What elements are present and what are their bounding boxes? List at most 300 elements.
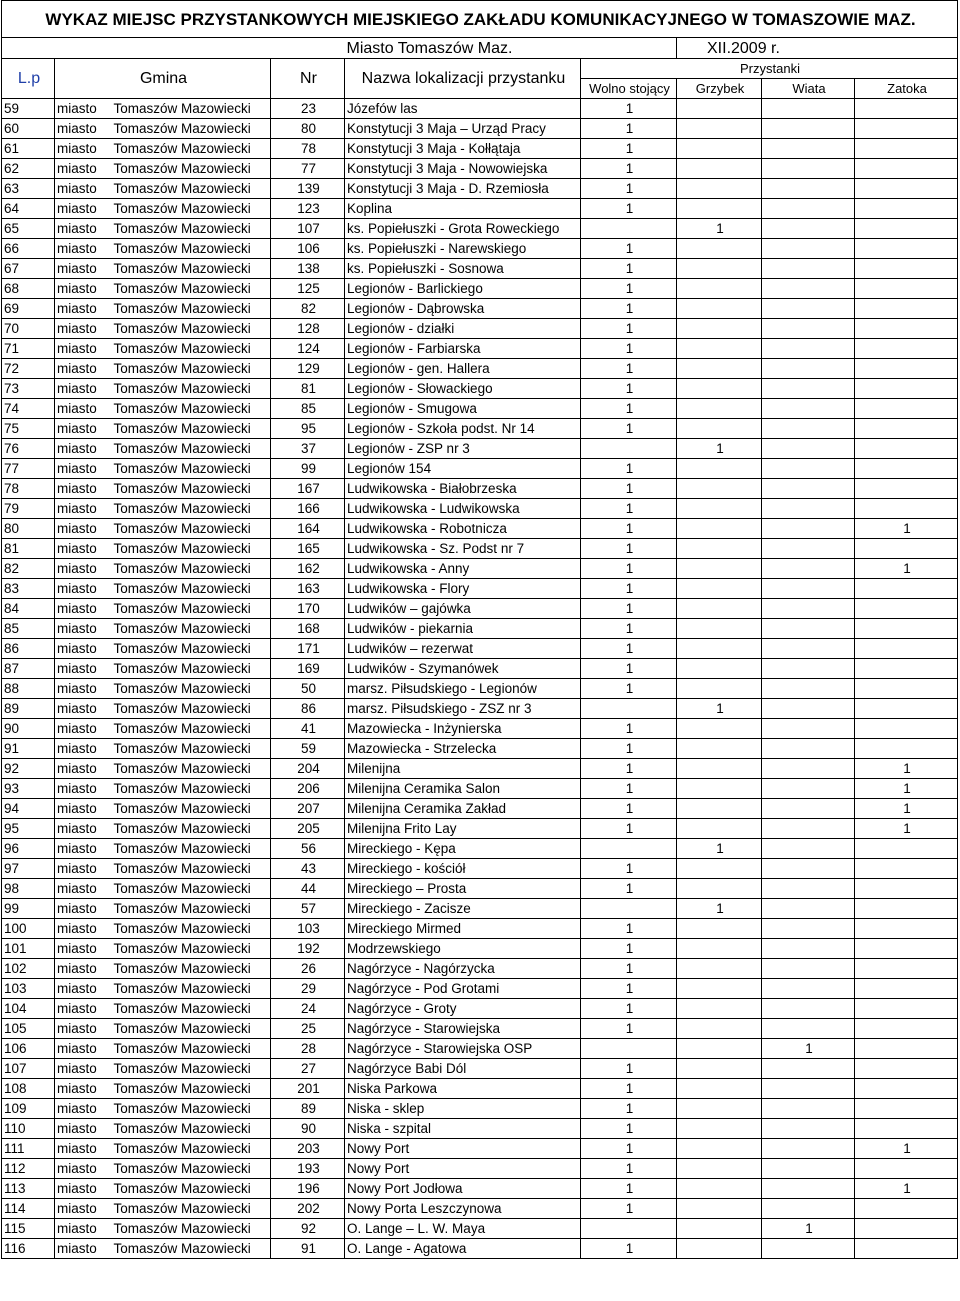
city-label: Miasto Tomaszów Maz.	[345, 38, 677, 59]
row-gmina-type: miasto	[55, 819, 112, 839]
row-lp: 69	[2, 299, 55, 319]
col-zatoka-header: Zatoka	[855, 79, 958, 99]
row-wiata	[762, 999, 855, 1019]
col-nr-header: Nr	[271, 59, 345, 99]
row-gmina-type: miasto	[55, 499, 112, 519]
row-stop-name: Ludwików - piekarnia	[345, 619, 581, 639]
table-row	[2, 239, 958, 259]
row-wiata	[762, 279, 855, 299]
row-zatoka: 1	[855, 1139, 958, 1159]
row-nr: 170	[271, 599, 345, 619]
row-nr: 171	[271, 639, 345, 659]
row-gmina-type: miasto	[55, 399, 112, 419]
row-gmina-type: miasto	[55, 859, 112, 879]
table-row	[2, 659, 958, 679]
row-zatoka: 1	[855, 759, 958, 779]
row-wiata	[762, 1179, 855, 1199]
row-stop-name: Koplina	[345, 199, 581, 219]
row-gmina-name: Tomaszów Mazowiecki	[112, 379, 271, 399]
row-zatoka	[855, 919, 958, 939]
row-nr: 139	[271, 179, 345, 199]
row-gmina-name: Tomaszów Mazowiecki	[112, 919, 271, 939]
row-zatoka	[855, 1239, 958, 1259]
row-stop-name: Mireckiego - Zacisze	[345, 899, 581, 919]
row-grzybek	[677, 1159, 762, 1179]
row-stop-name: Józefów las	[345, 99, 581, 119]
row-nr: 92	[271, 1219, 345, 1239]
row-grzybek	[677, 119, 762, 139]
row-gmina-name: Tomaszów Mazowiecki	[112, 939, 271, 959]
row-zatoka	[855, 199, 958, 219]
row-gmina-name: Tomaszów Mazowiecki	[112, 679, 271, 699]
row-nr: 37	[271, 439, 345, 459]
row-nr: 77	[271, 159, 345, 179]
row-stop-name: Konstytucji 3 Maja - D. Rzemiosła	[345, 179, 581, 199]
row-stop-name: Legionów - Farbiarska	[345, 339, 581, 359]
table-row	[2, 519, 958, 539]
col-gmina-header: Gmina	[55, 59, 271, 99]
row-wiata	[762, 879, 855, 899]
row-gmina-type: miasto	[55, 339, 112, 359]
row-grzybek	[677, 279, 762, 299]
row-nr: 25	[271, 1019, 345, 1039]
row-lp: 85	[2, 619, 55, 639]
row-zatoka	[855, 299, 958, 319]
row-nr: 24	[271, 999, 345, 1019]
row-nr: 106	[271, 239, 345, 259]
row-gmina-type: miasto	[55, 1039, 112, 1059]
row-nr: 103	[271, 919, 345, 939]
row-zatoka	[855, 159, 958, 179]
row-gmina-type: miasto	[55, 239, 112, 259]
row-nr: 124	[271, 339, 345, 359]
row-grzybek	[677, 1219, 762, 1239]
row-gmina-type: miasto	[55, 419, 112, 439]
row-wiata	[762, 899, 855, 919]
row-gmina-name: Tomaszów Mazowiecki	[112, 139, 271, 159]
table-row	[2, 699, 958, 719]
col-wiata-header: Wiata	[762, 79, 855, 99]
row-nr: 50	[271, 679, 345, 699]
row-grzybek	[677, 939, 762, 959]
row-stop-name: Konstytucji 3 Maja – Urząd Pracy	[345, 119, 581, 139]
row-zatoka	[855, 1079, 958, 1099]
row-gmina-type: miasto	[55, 1119, 112, 1139]
row-lp: 86	[2, 639, 55, 659]
row-gmina-type: miasto	[55, 579, 112, 599]
row-gmina-type: miasto	[55, 319, 112, 339]
table-row	[2, 939, 958, 959]
row-nr: 196	[271, 1179, 345, 1199]
row-gmina-name: Tomaszów Mazowiecki	[112, 299, 271, 319]
row-stop-name: Milenijna Frito Lay	[345, 819, 581, 839]
row-grzybek	[677, 979, 762, 999]
table-row	[2, 559, 958, 579]
row-grzybek	[677, 199, 762, 219]
row-gmina-name: Tomaszów Mazowiecki	[112, 659, 271, 679]
row-wolno	[581, 1219, 677, 1239]
row-zatoka	[855, 239, 958, 259]
table-row	[2, 819, 958, 839]
row-grzybek	[677, 719, 762, 739]
row-wiata	[762, 319, 855, 339]
row-lp: 59	[2, 99, 55, 119]
row-wiata	[762, 519, 855, 539]
row-wolno: 1	[581, 139, 677, 159]
row-nr: 23	[271, 99, 345, 119]
row-gmina-type: miasto	[55, 799, 112, 819]
row-wolno	[581, 219, 677, 239]
row-zatoka	[855, 539, 958, 559]
row-gmina-name: Tomaszów Mazowiecki	[112, 599, 271, 619]
stops-sheet	[1, 0, 959, 1259]
row-gmina-name: Tomaszów Mazowiecki	[112, 739, 271, 759]
row-lp: 113	[2, 1179, 55, 1199]
row-gmina-name: Tomaszów Mazowiecki	[112, 499, 271, 519]
col-nazwa-header: Nazwa lokalizacji przystanku	[345, 59, 581, 99]
row-wolno: 1	[581, 919, 677, 939]
table-row	[2, 599, 958, 619]
table-row	[2, 399, 958, 419]
row-nr: 162	[271, 559, 345, 579]
table-row	[2, 299, 958, 319]
row-stop-name: ks. Popiełuszki - Sosnowa	[345, 259, 581, 279]
row-grzybek	[677, 1039, 762, 1059]
row-gmina-name: Tomaszów Mazowiecki	[112, 559, 271, 579]
table-row	[2, 259, 958, 279]
row-nr: 28	[271, 1039, 345, 1059]
row-zatoka	[855, 359, 958, 379]
row-gmina-name: Tomaszów Mazowiecki	[112, 1019, 271, 1039]
row-grzybek	[677, 339, 762, 359]
table-row	[2, 739, 958, 759]
row-nr: 90	[271, 1119, 345, 1139]
row-zatoka	[855, 499, 958, 519]
row-gmina-type: miasto	[55, 479, 112, 499]
row-nr: 59	[271, 739, 345, 759]
row-wolno: 1	[581, 99, 677, 119]
row-stop-name: Niska - sklep	[345, 1099, 581, 1119]
row-wolno: 1	[581, 659, 677, 679]
row-wiata	[762, 759, 855, 779]
row-gmina-type: miasto	[55, 919, 112, 939]
row-wolno: 1	[581, 199, 677, 219]
row-gmina-type: miasto	[55, 939, 112, 959]
table-row	[2, 539, 958, 559]
row-gmina-type: miasto	[55, 1179, 112, 1199]
row-lp: 72	[2, 359, 55, 379]
row-wolno: 1	[581, 419, 677, 439]
row-grzybek	[677, 99, 762, 119]
row-gmina-name: Tomaszów Mazowiecki	[112, 399, 271, 419]
row-wiata	[762, 1099, 855, 1119]
row-lp: 74	[2, 399, 55, 419]
row-zatoka	[855, 179, 958, 199]
row-nr: 99	[271, 459, 345, 479]
row-wolno: 1	[581, 1119, 677, 1139]
row-zatoka	[855, 959, 958, 979]
row-stop-name: Nagórzyce - Groty	[345, 999, 581, 1019]
row-gmina-name: Tomaszów Mazowiecki	[112, 1059, 271, 1079]
table-row	[2, 1239, 958, 1259]
row-lp: 93	[2, 779, 55, 799]
table-row	[2, 1159, 958, 1179]
row-lp: 73	[2, 379, 55, 399]
row-grzybek	[677, 659, 762, 679]
row-wiata	[762, 539, 855, 559]
row-gmina-name: Tomaszów Mazowiecki	[112, 759, 271, 779]
row-wolno: 1	[581, 879, 677, 899]
row-wiata	[762, 939, 855, 959]
row-stop-name: Legionów 154	[345, 459, 581, 479]
row-gmina-name: Tomaszów Mazowiecki	[112, 579, 271, 599]
row-wolno: 1	[581, 499, 677, 519]
row-grzybek	[677, 159, 762, 179]
row-wiata	[762, 219, 855, 239]
row-gmina-name: Tomaszów Mazowiecki	[112, 279, 271, 299]
row-zatoka	[855, 619, 958, 639]
row-gmina-name: Tomaszów Mazowiecki	[112, 419, 271, 439]
row-nr: 78	[271, 139, 345, 159]
row-wiata	[762, 659, 855, 679]
row-lp: 116	[2, 1239, 55, 1259]
row-grzybek	[677, 779, 762, 799]
row-wiata	[762, 699, 855, 719]
row-grzybek	[677, 379, 762, 399]
table-row	[2, 159, 958, 179]
row-grzybek	[677, 179, 762, 199]
row-stop-name: Ludwikowska - Flory	[345, 579, 581, 599]
row-zatoka	[855, 599, 958, 619]
row-zatoka	[855, 279, 958, 299]
row-zatoka	[855, 1059, 958, 1079]
row-gmina-type: miasto	[55, 879, 112, 899]
row-wiata	[762, 619, 855, 639]
row-lp: 65	[2, 219, 55, 239]
row-lp: 62	[2, 159, 55, 179]
date-label: XII.2009 r.	[677, 38, 958, 59]
row-gmina-type: miasto	[55, 779, 112, 799]
row-nr: 206	[271, 779, 345, 799]
row-grzybek	[677, 759, 762, 779]
table-row	[2, 779, 958, 799]
row-grzybek	[677, 859, 762, 879]
row-wiata	[762, 839, 855, 859]
row-gmina-type: miasto	[55, 1139, 112, 1159]
row-wiata	[762, 459, 855, 479]
row-stop-name: O. Lange – L. W. Maya	[345, 1219, 581, 1239]
row-nr: 202	[271, 1199, 345, 1219]
row-lp: 102	[2, 959, 55, 979]
row-gmina-type: miasto	[55, 1099, 112, 1119]
row-gmina-name: Tomaszów Mazowiecki	[112, 539, 271, 559]
row-stop-name: Nowy Porta Leszczynowa	[345, 1199, 581, 1219]
row-grzybek	[677, 1179, 762, 1199]
row-wolno: 1	[581, 299, 677, 319]
row-wolno: 1	[581, 1159, 677, 1179]
row-zatoka	[855, 99, 958, 119]
row-gmina-name: Tomaszów Mazowiecki	[112, 479, 271, 499]
row-wolno: 1	[581, 739, 677, 759]
row-wolno: 1	[581, 1139, 677, 1159]
table-row	[2, 639, 958, 659]
row-grzybek	[677, 239, 762, 259]
row-grzybek: 1	[677, 839, 762, 859]
row-nr: 167	[271, 479, 345, 499]
table-row	[2, 1199, 958, 1219]
row-stop-name: Legionów - Szkoła podst. Nr 14	[345, 419, 581, 439]
row-gmina-name: Tomaszów Mazowiecki	[112, 1199, 271, 1219]
row-zatoka	[855, 659, 958, 679]
row-gmina-name: Tomaszów Mazowiecki	[112, 1079, 271, 1099]
row-stop-name: Mazowiecka - Strzelecka	[345, 739, 581, 759]
table-row	[2, 1179, 958, 1199]
row-wolno: 1	[581, 259, 677, 279]
row-gmina-name: Tomaszów Mazowiecki	[112, 439, 271, 459]
row-nr: 107	[271, 219, 345, 239]
row-wolno: 1	[581, 819, 677, 839]
row-wiata	[762, 1239, 855, 1259]
row-wolno: 1	[581, 319, 677, 339]
row-nr: 201	[271, 1079, 345, 1099]
row-grzybek: 1	[677, 699, 762, 719]
row-wolno: 1	[581, 639, 677, 659]
row-grzybek	[677, 399, 762, 419]
row-stop-name: ks. Popiełuszki - Narewskiego	[345, 239, 581, 259]
row-nr: 205	[271, 819, 345, 839]
row-stop-name: Nowy Port Jodłowa	[345, 1179, 581, 1199]
row-nr: 91	[271, 1239, 345, 1259]
row-lp: 79	[2, 499, 55, 519]
row-stop-name: Milenijna Ceramika Zakład	[345, 799, 581, 819]
row-lp: 96	[2, 839, 55, 859]
row-stop-name: Milenijna Ceramika Salon	[345, 779, 581, 799]
row-lp: 105	[2, 1019, 55, 1039]
row-nr: 80	[271, 119, 345, 139]
table-row	[2, 1219, 958, 1239]
row-wolno: 1	[581, 1079, 677, 1099]
row-gmina-type: miasto	[55, 759, 112, 779]
row-gmina-type: miasto	[55, 999, 112, 1019]
row-gmina-name: Tomaszów Mazowiecki	[112, 999, 271, 1019]
row-nr: 27	[271, 1059, 345, 1079]
row-nr: 207	[271, 799, 345, 819]
row-nr: 123	[271, 199, 345, 219]
row-zatoka	[855, 739, 958, 759]
row-zatoka	[855, 259, 958, 279]
row-lp: 99	[2, 899, 55, 919]
row-lp: 92	[2, 759, 55, 779]
row-wiata	[762, 1059, 855, 1079]
row-gmina-type: miasto	[55, 739, 112, 759]
row-wolno: 1	[581, 679, 677, 699]
row-wolno: 1	[581, 759, 677, 779]
row-lp: 97	[2, 859, 55, 879]
row-gmina-type: miasto	[55, 159, 112, 179]
row-wolno: 1	[581, 1199, 677, 1219]
row-grzybek	[677, 319, 762, 339]
row-gmina-type: miasto	[55, 699, 112, 719]
row-stop-name: Legionów - Słowackiego	[345, 379, 581, 399]
row-gmina-type: miasto	[55, 899, 112, 919]
row-nr: 204	[271, 759, 345, 779]
row-zatoka	[855, 399, 958, 419]
document-title: WYKAZ MIEJSC PRZYSTANKOWYCH MIEJSKIEGO ZAKŁADU KOMUNIKACYJNEGO W TOMASZOWIE MAZ.	[2, 1, 958, 38]
row-nr: 128	[271, 319, 345, 339]
row-lp: 81	[2, 539, 55, 559]
row-stop-name: Konstytucji 3 Maja - Kołłątaja	[345, 139, 581, 159]
row-wolno	[581, 899, 677, 919]
row-zatoka	[855, 699, 958, 719]
row-lp: 106	[2, 1039, 55, 1059]
table-row	[2, 279, 958, 299]
row-wiata	[762, 679, 855, 699]
row-stop-name: Legionów - gen. Hallera	[345, 359, 581, 379]
row-zatoka	[855, 1099, 958, 1119]
row-gmina-type: miasto	[55, 979, 112, 999]
row-wiata	[762, 1139, 855, 1159]
row-gmina-type: miasto	[55, 439, 112, 459]
row-gmina-type: miasto	[55, 1019, 112, 1039]
row-zatoka	[855, 859, 958, 879]
row-gmina-type: miasto	[55, 679, 112, 699]
row-gmina-name: Tomaszów Mazowiecki	[112, 99, 271, 119]
row-wiata	[762, 199, 855, 219]
row-gmina-name: Tomaszów Mazowiecki	[112, 199, 271, 219]
row-gmina-type: miasto	[55, 119, 112, 139]
row-stop-name: Ludwikowska - Białobrzeska	[345, 479, 581, 499]
row-wiata	[762, 1199, 855, 1219]
row-grzybek	[677, 1239, 762, 1259]
row-stop-name: Nagórzyce - Nagórzycka	[345, 959, 581, 979]
row-zatoka	[855, 679, 958, 699]
row-gmina-type: miasto	[55, 299, 112, 319]
row-lp: 110	[2, 1119, 55, 1139]
row-stop-name: Niska Parkowa	[345, 1079, 581, 1099]
row-wolno: 1	[581, 939, 677, 959]
row-zatoka	[855, 1019, 958, 1039]
row-gmina-name: Tomaszów Mazowiecki	[112, 1239, 271, 1259]
row-grzybek	[677, 799, 762, 819]
row-gmina-name: Tomaszów Mazowiecki	[112, 1039, 271, 1059]
table-row	[2, 899, 958, 919]
row-nr: 163	[271, 579, 345, 599]
row-wolno: 1	[581, 479, 677, 499]
row-stop-name: Ludwików – rezerwat	[345, 639, 581, 659]
row-grzybek	[677, 299, 762, 319]
row-wolno: 1	[581, 979, 677, 999]
row-wiata	[762, 379, 855, 399]
row-nr: 43	[271, 859, 345, 879]
row-lp: 95	[2, 819, 55, 839]
row-lp: 84	[2, 599, 55, 619]
row-stop-name: Legionów - Dąbrowska	[345, 299, 581, 319]
row-nr: 168	[271, 619, 345, 639]
row-gmina-type: miasto	[55, 559, 112, 579]
row-wiata	[762, 299, 855, 319]
row-nr: 138	[271, 259, 345, 279]
row-gmina-type: miasto	[55, 1079, 112, 1099]
table-row	[2, 619, 958, 639]
row-grzybek	[677, 559, 762, 579]
row-stop-name: Ludwikowska - Sz. Podst nr 7	[345, 539, 581, 559]
row-zatoka	[855, 1199, 958, 1219]
row-gmina-type: miasto	[55, 1059, 112, 1079]
row-wolno: 1	[581, 539, 677, 559]
table-row	[2, 219, 958, 239]
row-lp: 111	[2, 1139, 55, 1159]
row-grzybek	[677, 519, 762, 539]
